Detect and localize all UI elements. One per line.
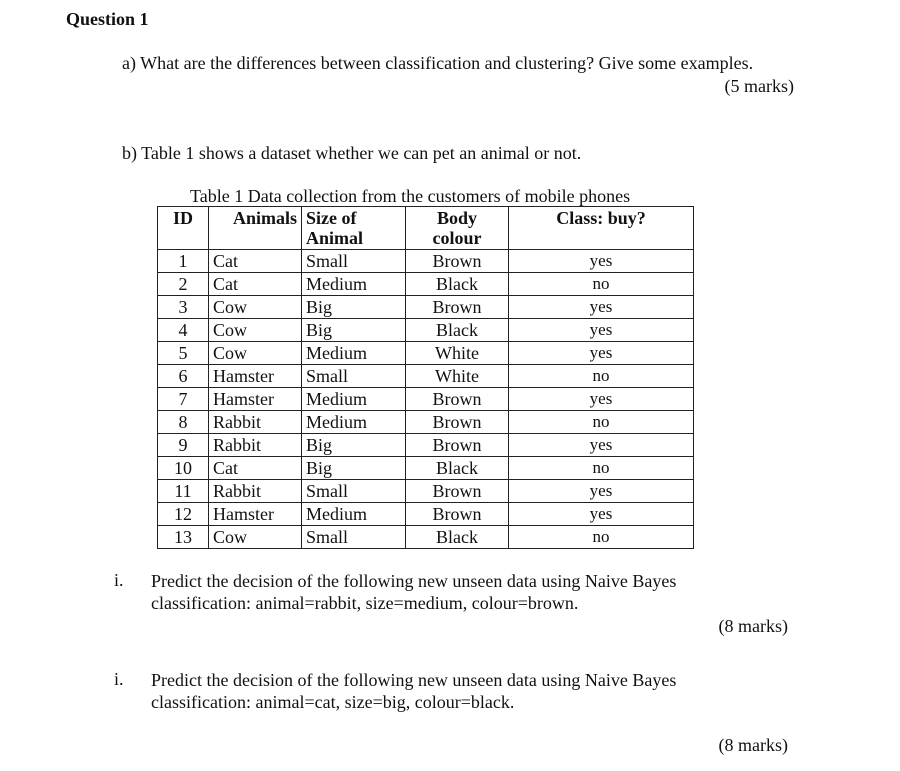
header-colour — [406, 207, 509, 250]
cell-size: Medium — [302, 411, 406, 434]
cell-id: 2 — [158, 273, 209, 296]
cell-size: Small — [302, 480, 406, 503]
cell-id: 1 — [158, 250, 209, 273]
table-row — [158, 365, 694, 388]
cell-class: yes — [509, 480, 694, 503]
sub-item-2-marks: (8 marks) — [718, 735, 788, 755]
cell-class: no — [509, 526, 694, 549]
cell-size: Medium — [302, 388, 406, 411]
cell-id: 4 — [158, 319, 209, 342]
header-colour-line1: Body — [436, 208, 478, 228]
part-a-marks: (5 marks) — [724, 76, 794, 96]
cell-class: no — [509, 411, 694, 434]
sub-item-1-marks: (8 marks) — [718, 616, 788, 636]
header-id: ID — [158, 207, 209, 250]
cell-animal: Hamster — [209, 388, 302, 411]
sub-item-1-line1: Predict the decision of the following new unseen data using Naive Bayes — [151, 571, 677, 591]
cell-colour: Brown — [406, 480, 509, 503]
cell-id: 10 — [158, 457, 209, 480]
table-header-row — [158, 207, 694, 250]
cell-class: yes — [509, 342, 694, 365]
cell-animal: Cow — [209, 319, 302, 342]
table-row — [158, 480, 694, 503]
cell-class: yes — [509, 296, 694, 319]
header-animals: Animals — [209, 207, 302, 250]
cell-id: 6 — [158, 365, 209, 388]
cell-class: yes — [509, 388, 694, 411]
cell-size: Big — [302, 457, 406, 480]
cell-colour: White — [406, 365, 509, 388]
cell-size: Medium — [302, 503, 406, 526]
cell-colour: Black — [406, 273, 509, 296]
table-row — [158, 457, 694, 480]
cell-id: 13 — [158, 526, 209, 549]
cell-class: no — [509, 273, 694, 296]
cell-colour: Brown — [406, 411, 509, 434]
cell-colour: Black — [406, 457, 509, 480]
table-row — [158, 319, 694, 342]
cell-class: no — [509, 365, 694, 388]
table-caption: Table 1 Data collection from the customers of mobile phones — [190, 186, 631, 206]
cell-colour: Black — [406, 526, 509, 549]
cell-animal: Cat — [209, 273, 302, 296]
cell-animal: Hamster — [209, 365, 302, 388]
cell-id: 7 — [158, 388, 209, 411]
part-a-question: a) What are the differences between classification and clustering? Give some examples. — [122, 53, 754, 73]
table-row — [158, 503, 694, 526]
cell-animal: Cat — [209, 457, 302, 480]
cell-class: no — [509, 457, 694, 480]
table-row — [158, 296, 694, 319]
sub-item-1-text — [151, 570, 731, 614]
table-body — [158, 250, 694, 549]
cell-size: Small — [302, 526, 406, 549]
cell-animal: Cow — [209, 296, 302, 319]
cell-animal: Cat — [209, 250, 302, 273]
cell-id: 5 — [158, 342, 209, 365]
header-size-line1: Size of — [306, 208, 357, 228]
cell-id: 11 — [158, 480, 209, 503]
cell-id: 9 — [158, 434, 209, 457]
cell-class: yes — [509, 319, 694, 342]
cell-class: yes — [509, 503, 694, 526]
part-b-question: b) Table 1 shows a dataset whether we can pet an animal or not. — [122, 143, 582, 163]
table-row — [158, 250, 694, 273]
question-title: Question 1 — [66, 9, 149, 29]
cell-size: Small — [302, 250, 406, 273]
table-row — [158, 411, 694, 434]
cell-size: Big — [302, 434, 406, 457]
cell-animal: Rabbit — [209, 411, 302, 434]
table-row — [158, 342, 694, 365]
cell-colour: Black — [406, 319, 509, 342]
cell-colour: Brown — [406, 434, 509, 457]
sub-item-2-line1: Predict the decision of the following new unseen data using Naive Bayes — [151, 670, 677, 690]
table-row — [158, 434, 694, 457]
cell-class: yes — [509, 434, 694, 457]
cell-colour: Brown — [406, 388, 509, 411]
cell-size: Big — [302, 296, 406, 319]
cell-animal: Rabbit — [209, 480, 302, 503]
cell-id: 3 — [158, 296, 209, 319]
cell-colour: White — [406, 342, 509, 365]
cell-colour: Brown — [406, 296, 509, 319]
table-row — [158, 273, 694, 296]
table-row — [158, 526, 694, 549]
header-size — [302, 207, 406, 250]
dataset-table — [157, 206, 694, 549]
cell-animal: Cow — [209, 526, 302, 549]
table-row — [158, 388, 694, 411]
sub-item-2-line2: classification: animal=cat, size=big, colour=black. — [151, 692, 515, 712]
cell-id: 8 — [158, 411, 209, 434]
header-class: Class: buy? — [509, 207, 694, 250]
sub-item-1-line2: classification: animal=rabbit, size=medium, colour=brown. — [151, 593, 579, 613]
cell-size: Medium — [302, 273, 406, 296]
sub-item-2-text — [151, 669, 731, 713]
cell-size: Medium — [302, 342, 406, 365]
cell-colour: Brown — [406, 250, 509, 273]
cell-animal: Rabbit — [209, 434, 302, 457]
sub-item-2-number: i. — [114, 669, 124, 689]
cell-colour: Brown — [406, 503, 509, 526]
cell-size: Big — [302, 319, 406, 342]
cell-size: Small — [302, 365, 406, 388]
header-colour-line2: colour — [432, 228, 482, 248]
cell-class: yes — [509, 250, 694, 273]
cell-id: 12 — [158, 503, 209, 526]
cell-animal: Hamster — [209, 503, 302, 526]
header-size-line2: Animal — [306, 228, 364, 248]
cell-animal: Cow — [209, 342, 302, 365]
sub-item-1-number: i. — [114, 570, 124, 590]
